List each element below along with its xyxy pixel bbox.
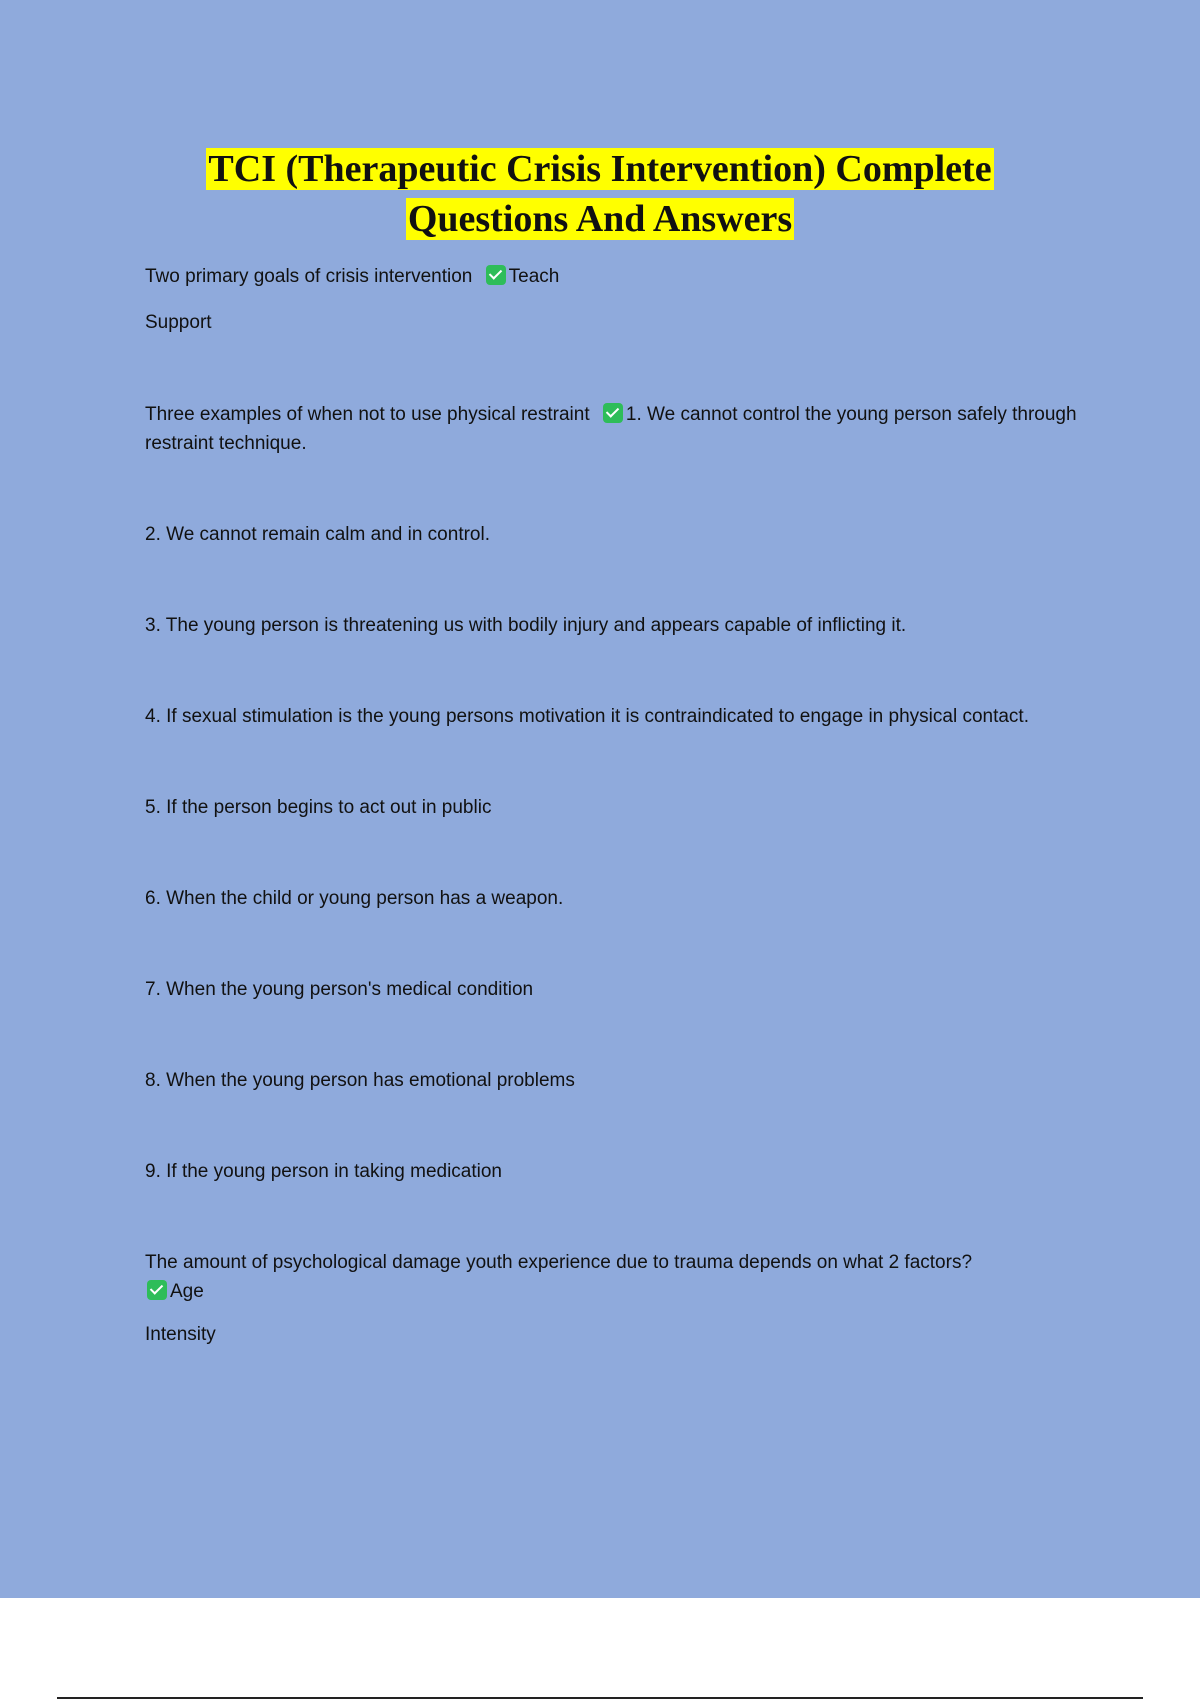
question-1	[145, 262, 1085, 291]
title-line-2: Questions And Answers	[407, 198, 793, 240]
answer-line: 2. We cannot remain calm and in control.	[145, 524, 490, 545]
question-text: Two primary goals of crisis intervention	[145, 266, 473, 287]
answer-line: 3. The young person is threatening us with bodily injury and appears capable of inflicting it.	[145, 615, 907, 636]
answer-line: 4. If sexual stimulation is the young persons motivation it is contraindicated to engage in physical contact.	[145, 706, 1029, 727]
qa-content	[145, 262, 1085, 1349]
question-text: The amount of psychological damage youth experience due to trauma depends on what 2 factors?	[145, 1252, 973, 1273]
answer-text: 1. We cannot control the young person safely through restraint technique.	[145, 404, 1077, 454]
answer-line: Support	[145, 312, 212, 333]
answer-text: Teach	[508, 266, 560, 287]
question-2	[145, 400, 1085, 458]
answer-line: 8. When the young person has emotional problems	[145, 1070, 575, 1091]
answer-line: 9. If the young person in taking medication	[145, 1161, 503, 1182]
document-title	[100, 144, 1100, 244]
question-text: Three examples of when not to use physical restraint	[145, 404, 590, 425]
answer-line: 5. If the person begins to act out in public	[145, 797, 492, 818]
title-line-1: TCI (Therapeutic Crisis Intervention) Complete	[208, 148, 992, 190]
answer-line: 7. When the young person's medical condition	[145, 979, 534, 1000]
checkmark-icon	[147, 1280, 167, 1300]
question-3	[145, 1248, 1085, 1306]
checkmark-icon	[603, 403, 623, 423]
answer-line: 6. When the child or young person has a weapon.	[145, 888, 564, 909]
checkmark-icon	[486, 265, 506, 285]
answer-line: Intensity	[145, 1324, 216, 1345]
footer-divider	[57, 1697, 1143, 1699]
answer-text: Age	[170, 1281, 204, 1302]
